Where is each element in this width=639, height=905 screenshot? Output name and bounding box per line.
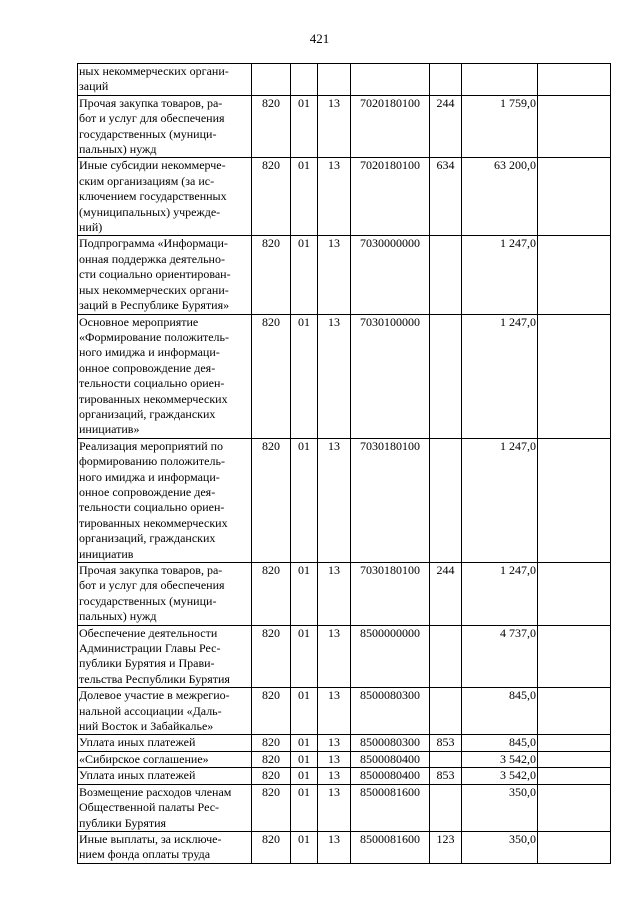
row-grbs-cell: 820: [252, 768, 291, 784]
row-section-cell: 01: [291, 735, 318, 751]
row-section-cell: 01: [291, 625, 318, 688]
row-expense-type-cell: 634: [430, 158, 462, 236]
row-subsection-cell: 13: [318, 688, 351, 735]
row-amount-cell: 1 247,0: [462, 236, 538, 314]
row-grbs-cell: 820: [252, 314, 291, 438]
row-name-cell: [78, 688, 252, 735]
row-grbs-cell: 820: [252, 735, 291, 751]
table-row: [78, 625, 611, 688]
row-subsection-cell: 13: [318, 768, 351, 784]
row-name-cell: [78, 625, 252, 688]
row-subsection-cell: 13: [318, 158, 351, 236]
row-subsection-cell: 13: [318, 831, 351, 863]
row-target-article-cell: 7030000000: [351, 236, 430, 314]
table-row: [78, 784, 611, 831]
row-extra-cell: [538, 64, 611, 96]
row-target-article-cell: 8500080400: [351, 768, 430, 784]
row-grbs-cell: 820: [252, 158, 291, 236]
row-name-cell: [78, 563, 252, 626]
row-target-article-cell: 8500080300: [351, 735, 430, 751]
row-name-cell: [78, 314, 252, 438]
row-amount-cell: 845,0: [462, 688, 538, 735]
row-grbs-cell: 820: [252, 625, 291, 688]
row-name-text: Иные субсидии некоммерче- ским организациям (за ис- ключением государственных (муниципальных) учрежде- ний): [79, 158, 227, 235]
row-name-cell: [78, 236, 252, 314]
row-amount-cell: 63 200,0: [462, 158, 538, 236]
row-extra-cell: [538, 563, 611, 626]
row-subsection-cell: 13: [318, 95, 351, 158]
row-section-cell: 01: [291, 236, 318, 314]
table-row: [78, 236, 611, 314]
row-section-cell: [291, 64, 318, 96]
row-target-article-cell: 8500081600: [351, 831, 430, 863]
table-row: [78, 735, 611, 751]
row-section-cell: 01: [291, 95, 318, 158]
table-row: [78, 751, 611, 767]
row-subsection-cell: 13: [318, 314, 351, 438]
row-name-cell: [78, 768, 252, 784]
row-target-article-cell: 8500080400: [351, 751, 430, 767]
row-section-cell: 01: [291, 688, 318, 735]
row-name-cell: [78, 735, 252, 751]
row-section-cell: 01: [291, 563, 318, 626]
row-expense-type-cell: 123: [430, 831, 462, 863]
row-section-cell: 01: [291, 158, 318, 236]
row-grbs-cell: [252, 64, 291, 96]
row-amount-cell: 1 759,0: [462, 95, 538, 158]
row-name-text: ных некоммерческих органи- заций: [79, 64, 229, 94]
row-section-cell: 01: [291, 784, 318, 831]
row-expense-type-cell: [430, 236, 462, 314]
row-extra-cell: [538, 625, 611, 688]
row-subsection-cell: 13: [318, 784, 351, 831]
row-name-cell: [78, 438, 252, 562]
row-target-article-cell: 7020180100: [351, 158, 430, 236]
row-expense-type-cell: [430, 784, 462, 831]
row-subsection-cell: [318, 64, 351, 96]
row-section-cell: 01: [291, 768, 318, 784]
table-row: [78, 768, 611, 784]
row-extra-cell: [538, 751, 611, 767]
row-name-text: Реализация мероприятий по формированию положитель- ного имиджа и информаци- онное сопровождение дея- тельности социально ориен- тированных некоммерческих организаций, гражданских инициатив: [79, 438, 228, 561]
row-section-cell: 01: [291, 314, 318, 438]
table-row: [78, 688, 611, 735]
row-extra-cell: [538, 784, 611, 831]
row-extra-cell: [538, 158, 611, 236]
budget-table: [77, 63, 611, 864]
row-grbs-cell: 820: [252, 236, 291, 314]
row-target-article-cell: 7030180100: [351, 563, 430, 626]
row-target-article-cell: [351, 64, 430, 96]
row-expense-type-cell: 244: [430, 563, 462, 626]
row-expense-type-cell: 853: [430, 768, 462, 784]
row-extra-cell: [538, 438, 611, 562]
row-grbs-cell: 820: [252, 95, 291, 158]
row-name-text: Обеспечение деятельности Администрации Главы Рес- публики Бурятия и Прави- тельства Республики Бурятия: [79, 625, 230, 686]
row-section-cell: 01: [291, 438, 318, 562]
row-amount-cell: 1 247,0: [462, 438, 538, 562]
row-name-cell: [78, 158, 252, 236]
row-subsection-cell: 13: [318, 625, 351, 688]
row-expense-type-cell: [430, 625, 462, 688]
row-subsection-cell: 13: [318, 751, 351, 767]
row-name-text: Уплата иных платежей: [79, 735, 196, 750]
page-number: 421: [309, 31, 330, 46]
row-name-text: Прочая закупка товаров, ра- бот и услуг для обеспечения государственных (муници- пальных) нужд: [79, 95, 225, 157]
row-expense-type-cell: 853: [430, 735, 462, 751]
row-expense-type-cell: [430, 751, 462, 767]
row-name-text: Долевое участие в межрегио- нальной ассоциации «Даль- ний Восток и Забайкалье»: [79, 688, 230, 734]
row-name-text: Подпрограмма «Информаци- онная поддержка деятельно- сти социально ориентирован- ных некоммерческих органи- заций в Республике Бурятия»: [79, 236, 231, 313]
row-expense-type-cell: [430, 438, 462, 562]
row-name-cell: [78, 831, 252, 863]
row-extra-cell: [538, 768, 611, 784]
row-extra-cell: [538, 236, 611, 314]
row-expense-type-cell: [430, 64, 462, 96]
row-grbs-cell: 820: [252, 784, 291, 831]
row-expense-type-cell: [430, 314, 462, 438]
row-amount-cell: 3 542,0: [462, 768, 538, 784]
row-extra-cell: [538, 735, 611, 751]
table-row: [78, 314, 611, 438]
row-extra-cell: [538, 831, 611, 863]
row-name-text: Прочая закупка товаров, ра- бот и услуг для обеспечения государственных (муници- пальных) нужд: [79, 563, 225, 624]
row-grbs-cell: 820: [252, 688, 291, 735]
table-body: [78, 64, 611, 864]
row-grbs-cell: 820: [252, 751, 291, 767]
table-row: [78, 64, 611, 96]
row-extra-cell: [538, 688, 611, 735]
row-target-article-cell: 7030180100: [351, 438, 430, 562]
row-amount-cell: [462, 64, 538, 96]
row-section-cell: 01: [291, 831, 318, 863]
table-row: [78, 563, 611, 626]
table-row: [78, 158, 611, 236]
row-amount-cell: 4 737,0: [462, 625, 538, 688]
row-amount-cell: 350,0: [462, 831, 538, 863]
row-subsection-cell: 13: [318, 236, 351, 314]
row-expense-type-cell: 244: [430, 95, 462, 158]
row-grbs-cell: 820: [252, 831, 291, 863]
row-target-article-cell: 8500000000: [351, 625, 430, 688]
row-expense-type-cell: [430, 688, 462, 735]
row-subsection-cell: 13: [318, 438, 351, 562]
row-name-text: Уплата иных платежей: [79, 768, 196, 783]
row-name-text: Возмещение расходов членам Общественной палаты Рес- публики Бурятия: [79, 784, 232, 830]
row-grbs-cell: 820: [252, 563, 291, 626]
table-row: [78, 438, 611, 562]
row-name-cell: [78, 784, 252, 831]
row-name-cell: [78, 751, 252, 767]
row-target-article-cell: 8500081600: [351, 784, 430, 831]
row-amount-cell: 1 247,0: [462, 314, 538, 438]
row-grbs-cell: 820: [252, 438, 291, 562]
row-extra-cell: [538, 314, 611, 438]
row-name-cell: [78, 95, 252, 158]
row-extra-cell: [538, 95, 611, 158]
row-subsection-cell: 13: [318, 563, 351, 626]
row-amount-cell: 1 247,0: [462, 563, 538, 626]
row-name-text: Иные выплаты, за исключе- нием фонда оплаты труда: [79, 831, 222, 862]
row-amount-cell: 350,0: [462, 784, 538, 831]
row-section-cell: 01: [291, 751, 318, 767]
table-row: [78, 95, 611, 158]
row-target-article-cell: 8500080300: [351, 688, 430, 735]
row-target-article-cell: 7030100000: [351, 314, 430, 438]
row-name-cell: [78, 64, 252, 96]
row-name-text: Основное мероприятие «Формирование положитель- ного имиджа и информаци- онное сопровождение дея- тельности социально ориен- тированных некоммерческих организаций, гражданских инициатив»: [79, 314, 230, 437]
table-row: [78, 831, 611, 863]
row-name-text: «Сибирское соглашение»: [79, 751, 209, 766]
row-subsection-cell: 13: [318, 735, 351, 751]
row-target-article-cell: 7020180100: [351, 95, 430, 158]
row-amount-cell: 3 542,0: [462, 751, 538, 767]
row-amount-cell: 845,0: [462, 735, 538, 751]
